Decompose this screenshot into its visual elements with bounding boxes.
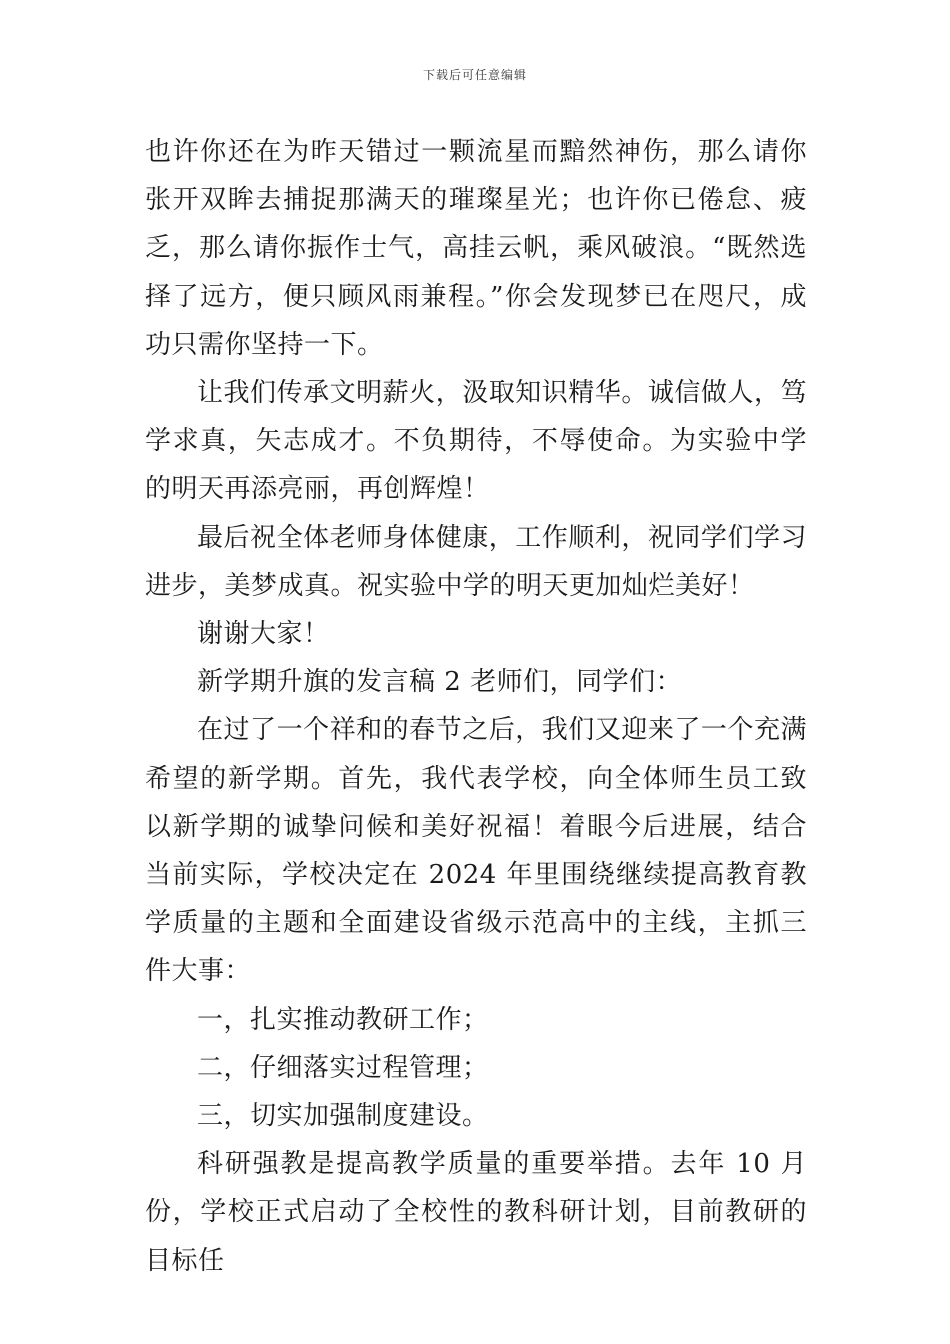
document-body <box>145 128 807 1285</box>
paragraph-8: 二，仔细落实过程管理； <box>197 1052 489 1083</box>
paragraph-6: 在过了一个祥和的春节之后，我们又迎来了一个充满希望的新学期。首先，我代表学校，向全体师生员工致以新学期的诚挚问候和美好祝福！着眼今后进展，结合当前实际，学校决定在 2024 年里围绕继续提高教育教学质量的主题和全面建设省级示范高中的主线，主抓三件大事： <box>145 715 807 987</box>
paragraph-10: 科研强教是提高教学质量的重要举措。去年 10 月份，学校正式启动了全校性的教科研计划，目前教研的目标任 <box>145 1149 807 1276</box>
paragraph-5: 新学期升旗的发言稿 2 老师们，同学们： <box>197 667 683 698</box>
paragraph-7: 一，扎实推动教研工作； <box>197 1004 489 1035</box>
paragraph-9: 三，切实加强制度建设。 <box>197 1101 489 1132</box>
paragraph-2: 让我们传承文明薪火，汲取知识精华。诚信做人，笃学求真，矢志成才。不负期待，不辱使命。为实验中学的明天再添亮丽，再创辉煌！ <box>145 378 807 505</box>
download-note: 下载后可任意编辑 <box>422 68 527 82</box>
paragraph-3: 最后祝全体老师身体健康，工作顺利，祝同学们学习进步，美梦成真。祝实验中学的明天更加灿烂美好！ <box>145 522 807 601</box>
paragraph-4: 谢谢大家！ <box>197 619 330 650</box>
paragraph-1: 也许你还在为昨天错过一颗流星而黯然神伤，那么请你张开双眸去捕捉那满天的璀璨星光；也许你已倦怠、疲乏，那么请你振作士气，高挂云帆，乘风破浪。“既然选择了远方，便只顾风雨兼程。”你会发现梦已在咫尺，成功只需你坚持一下。 <box>145 137 807 360</box>
